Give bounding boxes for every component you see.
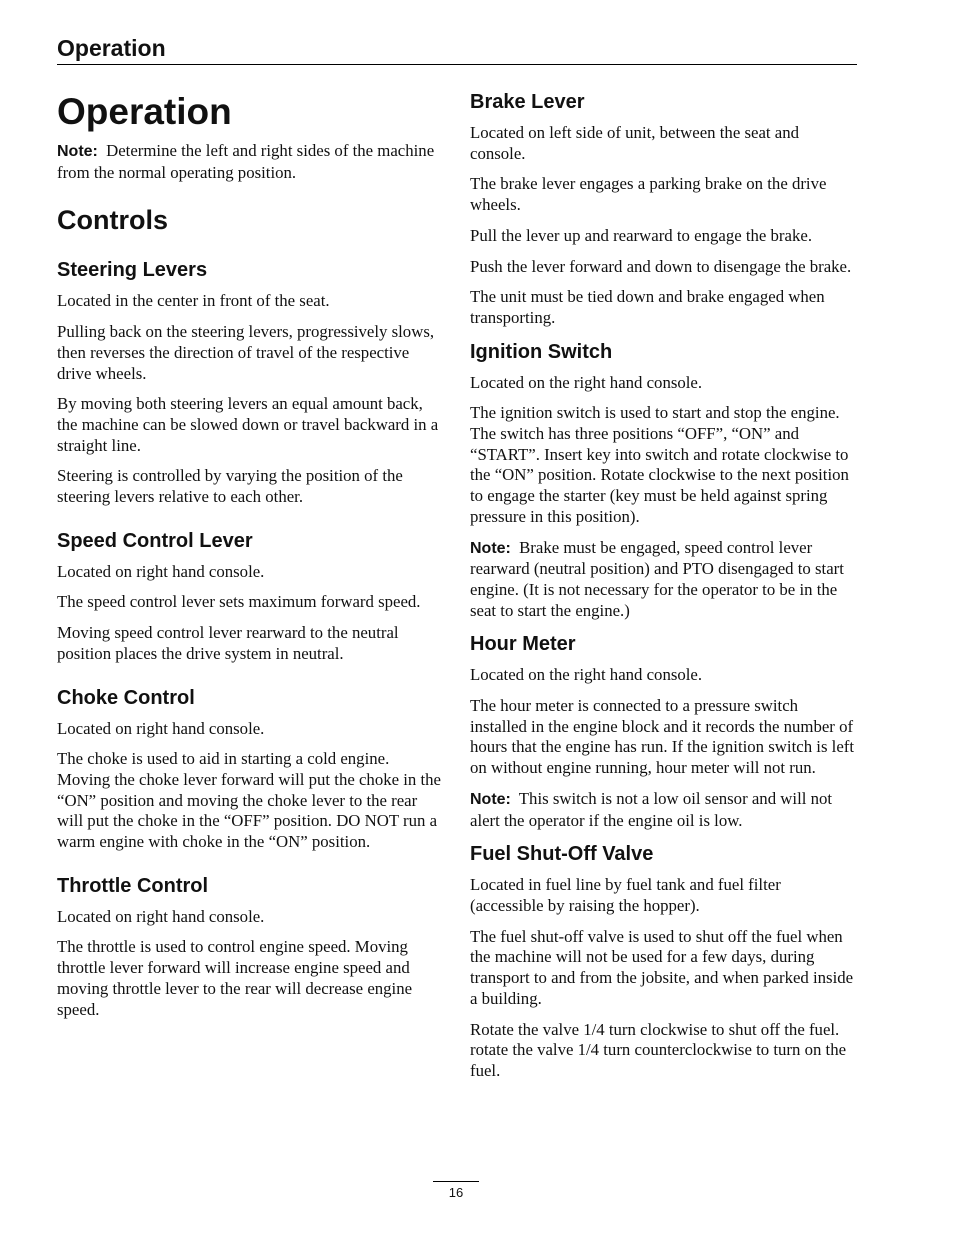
- paragraph: Located on left side of unit, between the seat and console.: [470, 123, 799, 163]
- brake-lever-heading: Brake Lever: [470, 91, 585, 113]
- paragraph: The throttle is used to control engine speed. Moving throttle lever forward will increase engine speed and moving throttle lever to the rear will decrease engine speed.: [57, 937, 413, 1019]
- ignition-switch-section: [470, 339, 858, 622]
- paragraph: Steering is controlled by varying the position of the steering levers relative to each other.: [57, 466, 403, 507]
- paragraph: Pulling back on the steering levers, progressively slows, then reverses the direction of travel of the respective drive wheels.: [57, 322, 435, 383]
- note-text: Brake must be engaged, speed control lever rearward (neutral position) and PTO disengaged to start engine. (It is not necessary for the operator to be in the seat to start the engine.): [470, 537, 844, 620]
- paragraph: The brake lever engages a parking brake on the drive wheels.: [470, 174, 827, 215]
- paragraph: Located in the center in front of the seat.: [57, 291, 330, 311]
- choke-control-section: [57, 685, 445, 853]
- paragraph: The speed control lever sets maximum forward speed.: [57, 592, 421, 612]
- left-column: [57, 80, 445, 1030]
- paragraph: By moving both steering levers an equal amount back, the machine can be slowed down or travel backward in a straight line.: [57, 394, 439, 455]
- paragraph: Rotate the valve 1/4 turn clockwise to shut off the fuel. rotate the valve 1/4 turn counterclockwise to turn on the fuel.: [470, 1019, 847, 1080]
- ignition-switch-heading: Ignition Switch: [470, 340, 613, 363]
- page-number: 16: [448, 1185, 464, 1200]
- paragraph: The unit must be tied down and brake engaged when transporting.: [470, 287, 825, 327]
- throttle-control-section: [57, 873, 445, 1021]
- steering-levers-section: [57, 257, 445, 507]
- note-label: Note:: [470, 539, 511, 557]
- steering-levers-heading: Steering Levers: [57, 259, 208, 282]
- paragraph: Moving speed control lever rearward to the neutral position places the drive system in neutral.: [57, 623, 399, 663]
- note-label: Note:: [57, 143, 98, 160]
- paragraph: The fuel shut-off valve is used to shut off the fuel when the machine will not be used for a few days, during transport to and from the jobsite, and when parked inside a building.: [470, 926, 854, 1008]
- hour-meter-note: [470, 789, 858, 831]
- note-label: Note:: [470, 790, 511, 808]
- paragraph: The choke is used to aid in starting a cold engine. Moving the choke lever forward will put the choke in the “ON” position and moving the choke lever to the rear will put the choke in the “OFF” position. DO NOT run a warm engine with choke in the “ON” position.: [57, 749, 441, 852]
- ignition-note: [470, 538, 858, 622]
- right-column: [470, 80, 858, 1092]
- choke-control-heading: Choke Control: [57, 686, 195, 709]
- note-text: Determine the left and right sides of the machine from the normal operating position.: [57, 141, 435, 182]
- header-rule: [57, 64, 857, 65]
- hour-meter-section: [470, 631, 858, 831]
- controls-heading: Controls: [57, 205, 168, 236]
- paragraph: Located on right hand console.: [57, 561, 265, 581]
- paragraph: Pull the lever up and rearward to engage the brake.: [470, 225, 813, 245]
- page-title: Operation: [57, 91, 232, 132]
- speed-control-lever-section: [57, 528, 445, 665]
- paragraph: The hour meter is connected to a pressure switch installed in the engine block and it records the number of hours that the engine has run. If the ignition switch is left on without engine running, hour meter will not run.: [470, 696, 855, 778]
- fuel-shutoff-valve-heading: Fuel Shut-Off Valve: [470, 843, 654, 866]
- hour-meter-heading: Hour Meter: [470, 633, 576, 656]
- note-text: This switch is not a low oil sensor and will not alert the operator if the engine oil is low.: [470, 788, 833, 830]
- throttle-control-heading: Throttle Control: [57, 874, 209, 897]
- brake-lever-section: [470, 89, 858, 329]
- paragraph: Located on right hand console.: [57, 906, 265, 926]
- paragraph: Push the lever forward and down to disengage the brake.: [470, 256, 852, 276]
- intro-note: [57, 141, 445, 183]
- paragraph: Located on right hand console.: [57, 718, 265, 738]
- speed-control-lever-heading: Speed Control Lever: [57, 529, 253, 552]
- running-header: Operation: [57, 35, 166, 61]
- paragraph: The ignition switch is used to start and stop the engine. The switch has three positions “OFF”, “ON” and “START”. Insert key into switch and rotate clockwise to the “ON” position. Rotate clockwise to the next position to engage the starter (key must be held against spring pressure in this position).: [470, 403, 849, 526]
- paragraph: Located on the right hand console.: [470, 372, 703, 392]
- fuel-shutoff-valve-section: [470, 841, 858, 1081]
- paragraph: Located in fuel line by fuel tank and fuel filter (accessible by raising the hopper).: [470, 875, 781, 915]
- footer-rule: [433, 1181, 479, 1182]
- paragraph: Located on the right hand console.: [470, 665, 703, 685]
